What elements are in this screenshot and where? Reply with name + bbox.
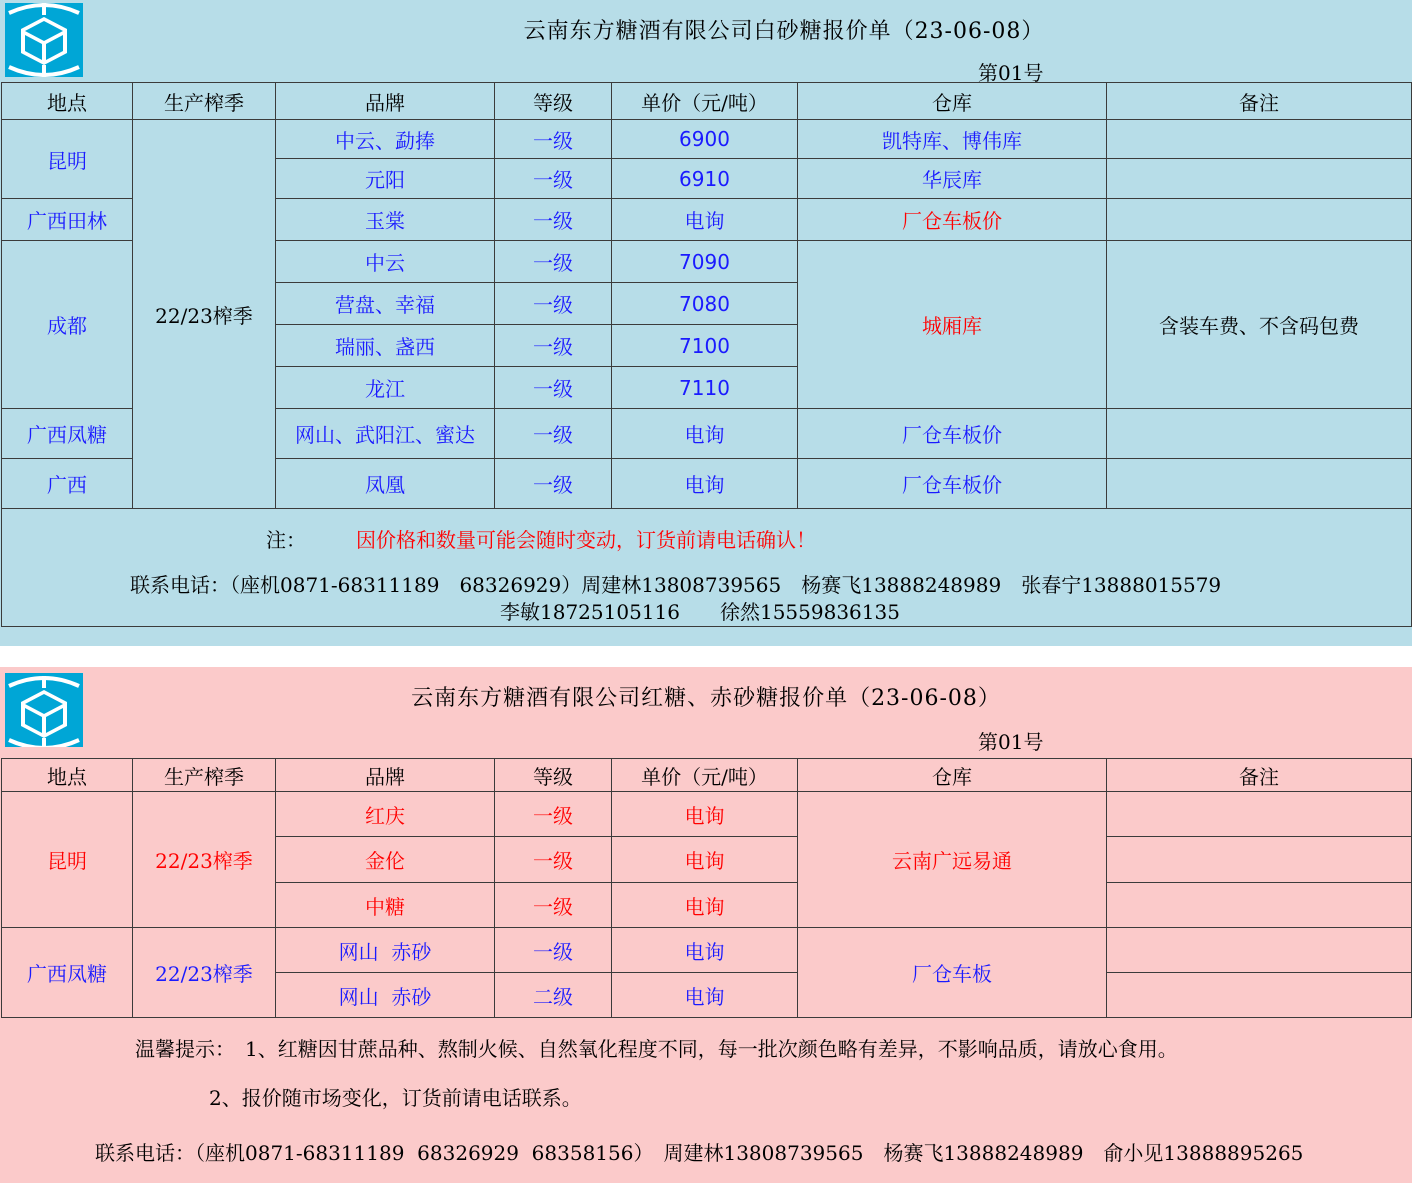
table-header-row xyxy=(2,83,1412,120)
brown-sugar-price-table xyxy=(1,758,1412,1018)
location-cell: 成都 xyxy=(2,241,133,409)
price-cell: 电询 xyxy=(612,409,798,459)
header-remark: 备注 xyxy=(1107,759,1412,792)
price-cell: 7080 xyxy=(612,283,798,325)
grade-cell: 一级 xyxy=(495,283,612,325)
warehouse-cell: 厂仓车板 xyxy=(798,928,1107,1018)
grade-cell: 一级 xyxy=(495,928,612,973)
grade-cell: 一级 xyxy=(495,199,612,241)
serial-number: 第01号 xyxy=(978,61,1044,85)
price-cell: 7100 xyxy=(612,325,798,367)
tip-line-2: 2、报价随市场变化，订货前请电话联系。 xyxy=(209,1086,582,1110)
price-cell: 电询 xyxy=(612,928,798,973)
header-location: 地点 xyxy=(2,759,133,792)
brand-cell: 瑞丽、盏西 xyxy=(276,325,495,367)
warehouse-cell: 厂仓车板价 xyxy=(798,199,1107,241)
brand-cell: 红庆 xyxy=(276,792,495,837)
price-cell: 6900 xyxy=(612,120,798,159)
brand-cell: 龙江 xyxy=(276,367,495,409)
brand-cell: 金伦 xyxy=(276,837,495,883)
grade-cell: 一级 xyxy=(495,792,612,837)
brand-cell: 网山 赤砂 xyxy=(276,928,495,973)
grade-cell: 一级 xyxy=(495,241,612,283)
brand-cell: 网山、武阳江、蜜达 xyxy=(276,409,495,459)
header-brand: 品牌 xyxy=(276,759,495,792)
contact-line-2: 李敏18725105116 徐然15559836135 xyxy=(500,600,900,624)
header-season: 生产榨季 xyxy=(133,759,276,792)
tip-line-1: 温馨提示： 1、红糖因甘蔗品种、熬制火候、自然氧化程度不同，每一批次颜色略有差异，不影响品质，请放心食用。 xyxy=(135,1037,1178,1061)
warehouse-cell: 凯特库、博伟库 xyxy=(798,120,1107,159)
price-cell: 电询 xyxy=(612,883,798,928)
brand-cell: 玉棠 xyxy=(276,199,495,241)
price-cell: 电询 xyxy=(612,792,798,837)
header-remark: 备注 xyxy=(1107,83,1412,120)
warehouse-cell: 云南广远易通 xyxy=(798,792,1107,928)
contact-line: 联系电话：（座机0871-68311189 68326929 68358156） 周建林13808739565 杨赛飞13888248989 俞小见13888895265 xyxy=(95,1141,1304,1165)
table-row xyxy=(2,928,1412,973)
remark-cell xyxy=(1107,459,1412,509)
contact-line: 联系电话：（座机0871-68311189 68326929）周建林13808739565 杨赛飞13888248989 张春宁13888015579 xyxy=(130,573,1222,597)
company-logo-icon xyxy=(5,3,83,77)
serial-number: 第01号 xyxy=(978,730,1044,754)
price-cell: 电询 xyxy=(612,459,798,509)
note-label: 注： xyxy=(266,528,306,552)
remark-cell xyxy=(1107,409,1412,459)
remark-cell xyxy=(1107,792,1412,837)
location-cell: 广西凤糖 xyxy=(2,409,133,459)
grade-cell: 一级 xyxy=(495,409,612,459)
remark-cell xyxy=(1107,928,1412,973)
warehouse-cell: 厂仓车板价 xyxy=(798,459,1107,509)
grade-cell: 一级 xyxy=(495,120,612,159)
price-cell: 7090 xyxy=(612,241,798,283)
price-cell: 7110 xyxy=(612,367,798,409)
grade-cell: 一级 xyxy=(495,837,612,883)
warehouse-cell: 厂仓车板价 xyxy=(798,409,1107,459)
remark-cell xyxy=(1107,199,1412,241)
header-warehouse: 仓库 xyxy=(798,759,1107,792)
brand-cell: 中糖 xyxy=(276,883,495,928)
grade-cell: 一级 xyxy=(495,883,612,928)
header-price: 单价（元/吨） xyxy=(612,83,798,120)
note-text: 因价格和数量可能会随时变动，订货前请电话确认！ xyxy=(356,528,816,552)
remark-cell xyxy=(1107,837,1412,883)
season-cell: 22/23榨季 xyxy=(133,120,276,509)
page-title: 云南东方糖酒有限公司红糖、赤砂糖报价单（23-06-08） xyxy=(411,686,1001,711)
location-cell: 广西田林 xyxy=(2,199,133,241)
remark-cell xyxy=(1107,159,1412,199)
remark-cell: 含装车费、不含码包费 xyxy=(1107,241,1412,409)
brand-cell: 中云、勐捧 xyxy=(276,120,495,159)
brand-cell: 网山 赤砂 xyxy=(276,973,495,1018)
remark-cell xyxy=(1107,973,1412,1018)
location-cell: 广西凤糖 xyxy=(2,928,133,1018)
header-grade: 等级 xyxy=(495,83,612,120)
header-grade: 等级 xyxy=(495,759,612,792)
brand-cell: 元阳 xyxy=(276,159,495,199)
header-price: 单价（元/吨） xyxy=(612,759,798,792)
header-season: 生产榨季 xyxy=(133,83,276,120)
location-cell: 昆明 xyxy=(2,792,133,928)
remark-cell xyxy=(1107,883,1412,928)
grade-cell: 一级 xyxy=(495,459,612,509)
season-cell: 22/23榨季 xyxy=(133,928,276,1018)
price-cell: 电询 xyxy=(612,199,798,241)
header-brand: 品牌 xyxy=(276,83,495,120)
brown-sugar-sheet xyxy=(0,667,1412,1183)
location-cell: 昆明 xyxy=(2,120,133,199)
grade-cell: 一级 xyxy=(495,159,612,199)
table-header-row xyxy=(2,759,1412,792)
note-line xyxy=(266,524,816,553)
warehouse-cell: 城厢库 xyxy=(798,241,1107,409)
header-location: 地点 xyxy=(2,83,133,120)
brand-cell: 中云 xyxy=(276,241,495,283)
grade-cell: 一级 xyxy=(495,367,612,409)
grade-cell: 二级 xyxy=(495,973,612,1018)
warehouse-cell: 华辰库 xyxy=(798,159,1107,199)
brand-cell: 凤凰 xyxy=(276,459,495,509)
price-cell: 电询 xyxy=(612,837,798,883)
brand-cell: 营盘、幸福 xyxy=(276,283,495,325)
price-cell: 电询 xyxy=(612,973,798,1018)
price-cell: 6910 xyxy=(612,159,798,199)
location-cell: 广西 xyxy=(2,459,133,509)
header-warehouse: 仓库 xyxy=(798,83,1107,120)
season-cell: 22/23榨季 xyxy=(133,792,276,928)
grade-cell: 一级 xyxy=(495,325,612,367)
table-row xyxy=(2,792,1412,837)
remark-cell xyxy=(1107,120,1412,159)
table-row xyxy=(2,120,1412,159)
page-title: 云南东方糖酒有限公司白砂糖报价单（23-06-08） xyxy=(523,19,1045,44)
